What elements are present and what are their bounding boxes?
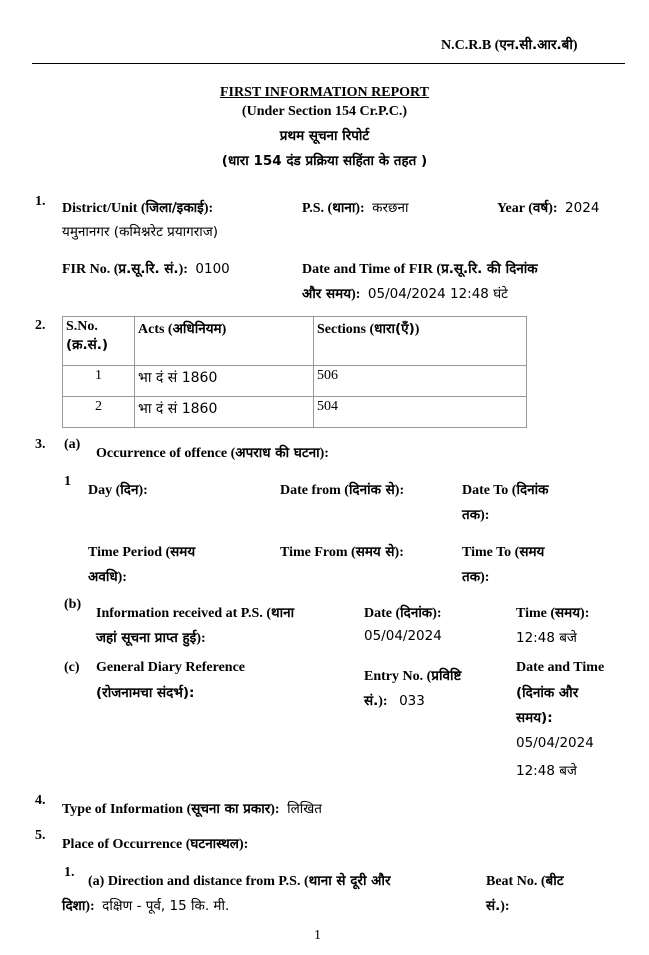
direction-distance-value: दक्षिण - पूर्व, 15 कि. मी.	[102, 898, 230, 914]
cell-section: 504	[314, 397, 527, 428]
year-label: Year (वर्ष): 2024	[497, 200, 600, 216]
report-title-hindi: प्रथम सूचना रिपोर्ट	[279, 128, 370, 144]
fir-number-value: 0100	[195, 261, 230, 277]
report-subtitle-hindi: (धारा 154 दंड प्रक्रिया सहिंता के तहत )	[221, 153, 428, 169]
general-diary-label-hindi: (रोजनामचा संदर्भ):	[96, 685, 195, 701]
occurrence-item-number: 1	[64, 474, 71, 489]
direction-distance-label: (a) Direction and distance from P.S. (थाना से दूरी और	[88, 873, 391, 889]
date-to-label: Date To (दिनांक	[462, 482, 549, 498]
acts-table	[62, 316, 527, 428]
table-row	[63, 366, 527, 397]
section-3b-label: (b)	[64, 597, 82, 612]
page-number: 1	[314, 928, 321, 943]
info-date-label: Date (दिनांक):	[364, 605, 442, 621]
header-divider	[32, 63, 625, 64]
time-to-label: Time To (समय	[462, 544, 545, 560]
section-4-number: 4.	[35, 793, 46, 808]
diary-datetime-label-hindi-2: समय):	[516, 710, 553, 726]
date-from-label: Date from (दिनांक से):	[280, 482, 405, 498]
section-2-number: 2.	[35, 318, 46, 333]
time-period-label-2: अवधि):	[88, 569, 127, 585]
time-period-label: Time Period (समय	[88, 544, 196, 560]
time-to-label-2: तक):	[462, 569, 490, 585]
beat-number-label-2: सं.):	[486, 898, 510, 914]
ncrb-header: N.C.R.B (एन.सी.आर.बी)	[441, 37, 578, 53]
cell-act: भा दं सं 1860	[135, 397, 314, 428]
section-3c-label: (c)	[64, 660, 80, 675]
general-diary-label: General Diary Reference	[96, 660, 246, 675]
header-acts: Acts (अधिनियम)	[135, 317, 314, 366]
info-type-value: लिखित	[287, 801, 322, 817]
place-of-occurrence-label: Place of Occurrence (घटनास्थल):	[62, 836, 249, 852]
section-5-number: 5.	[35, 828, 46, 843]
entry-number-label-2: सं.): 033	[364, 693, 425, 709]
day-label: Day (दिन):	[88, 482, 148, 498]
table-row	[63, 397, 527, 428]
acts-table-header	[63, 317, 527, 366]
report-title: FIRST INFORMATION REPORT	[219, 85, 429, 100]
cell-act: भा दं सं 1860	[135, 366, 314, 397]
info-date-value: 05/04/2024	[364, 628, 442, 644]
fir-number-label: FIR No. (प्र.सू.रि. सं.): 0100	[62, 261, 230, 277]
cell-section: 506	[314, 366, 527, 397]
info-time-label: Time (समय):	[516, 605, 590, 621]
fir-datetime-value: 05/04/2024 12:48 घंटे	[367, 286, 508, 302]
fir-datetime-label: Date and Time of FIR (प्र.सू.रि. की दिनांक	[302, 261, 538, 277]
cell-sno: 2	[63, 397, 135, 428]
time-from-label: Time From (समय से):	[280, 544, 404, 560]
section-3-number: 3.	[35, 437, 46, 452]
entry-number-label: Entry No. (प्रविष्टि	[364, 668, 462, 684]
entry-number-value: 033	[399, 693, 425, 709]
place-item-number: 1.	[64, 865, 75, 880]
info-received-label: Information received at P.S. (थाना	[96, 605, 295, 621]
diary-date-value: 05/04/2024	[516, 735, 594, 751]
section-3a-label: (a)	[64, 437, 81, 452]
info-received-label-2: जहां सूचना प्राप्त हुई):	[96, 630, 206, 646]
district-label: District/Unit (जिला/इकाई):	[62, 200, 214, 216]
diary-datetime-label: Date and Time	[516, 660, 605, 675]
district-value: यमुनानगर (कमिश्नरेट प्रयागराज)	[62, 224, 219, 240]
section-1-number: 1.	[35, 194, 46, 209]
beat-number-label: Beat No. (बीट	[486, 873, 564, 889]
diary-time-value: 12:48 बजे	[516, 763, 577, 779]
diary-datetime-label-hindi: (दिनांक और	[516, 685, 579, 701]
ps-label: P.S. (थाना): करछना	[302, 200, 409, 216]
occurrence-title: Occurrence of offence (अपराध की घटना):	[96, 445, 329, 461]
report-subtitle: (Under Section 154 Cr.P.C.)	[241, 104, 408, 119]
header-sections: Sections (धारा(एँ))	[314, 317, 527, 366]
direction-distance-label-2: दिशा): दक्षिण - पूर्व, 15 कि. मी.	[62, 898, 230, 914]
cell-sno: 1	[63, 366, 135, 397]
info-time-value: 12:48 बजे	[516, 630, 577, 646]
info-type-label: Type of Information (सूचना का प्रकार): लिखित	[62, 801, 322, 817]
ps-value: करछना	[372, 200, 409, 216]
date-to-label-2: तक):	[462, 507, 490, 523]
year-value: 2024	[565, 200, 600, 216]
fir-datetime-label-2: और समय): 05/04/2024 12:48 घंटे	[302, 286, 508, 302]
header-sno: S.No. (क्र.सं.)	[63, 317, 135, 366]
